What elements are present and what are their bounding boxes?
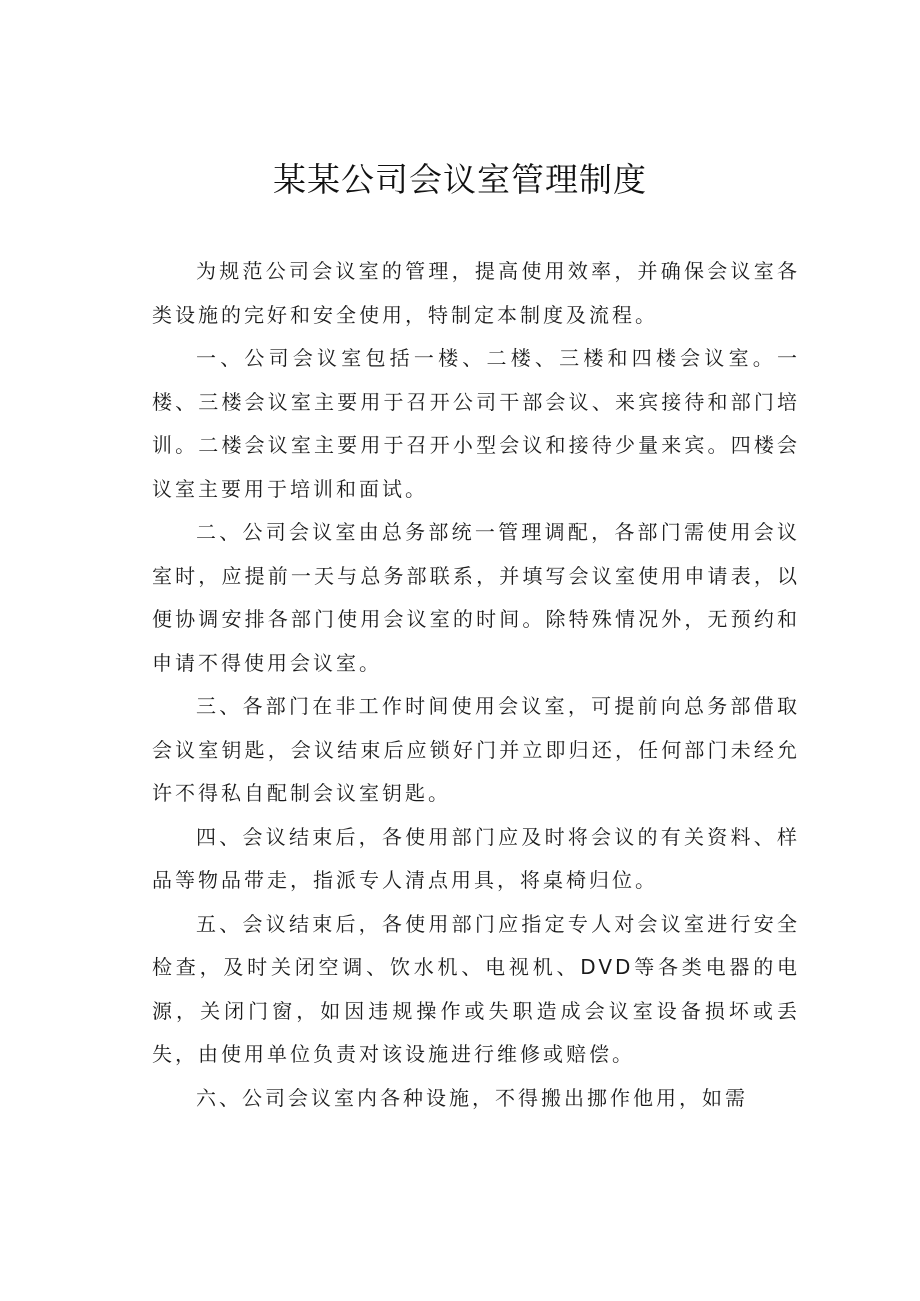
document-title: 某某公司会议室管理制度 xyxy=(273,160,647,199)
clause-3-paragraph: 三、各部门在非工作时间使用会议室，可提前向总务部借取会议室钥匙，会议结束后应锁好门并立即归还，任何部门未经允许不得私自配制会议室钥匙。 xyxy=(152,694,800,805)
document-body xyxy=(152,250,800,1120)
intro-paragraph: 为规范公司会议室的管理，提高使用效率，并确保会议室各类设施的完好和安全使用，特制定本制度及流程。 xyxy=(152,259,800,327)
clause-1-paragraph: 一、公司会议室包括一楼、二楼、三楼和四楼会议室。一楼、三楼会议室主要用于召开公司干部会议、来宾接待和部门培训。二楼会议室主要用于召开小型会议和接待少量来宾。四楼会议室主要用于培训和面试。 xyxy=(152,346,800,501)
clause-4-paragraph: 四、会议结束后，各使用部门应及时将会议的有关资料、样品等物品带走，指派专人清点用具，将桌椅归位。 xyxy=(152,824,800,892)
clause-2-paragraph: 二、公司会议室由总务部统一管理调配，各部门需使用会议室时，应提前一天与总务部联系，并填写会议室使用申请表，以便协调安排各部门使用会议室的时间。除特殊情况外，无预约和申请不得使用会议室。 xyxy=(152,520,800,675)
clause-6-paragraph: 六、公司会议室内各种设施，不得搬出挪作他用，如需 xyxy=(196,1085,748,1110)
clause-5-paragraph: 五、会议结束后，各使用部门应指定专人对会议室进行安全检查，及时关闭空调、饮水机、电视机、DVD等各类电器的电源，关闭门窗，如因违规操作或失职造成会议室设备损坏或丢失，由使用单位负责对该设施进行维修或赔偿。 xyxy=(152,911,800,1066)
